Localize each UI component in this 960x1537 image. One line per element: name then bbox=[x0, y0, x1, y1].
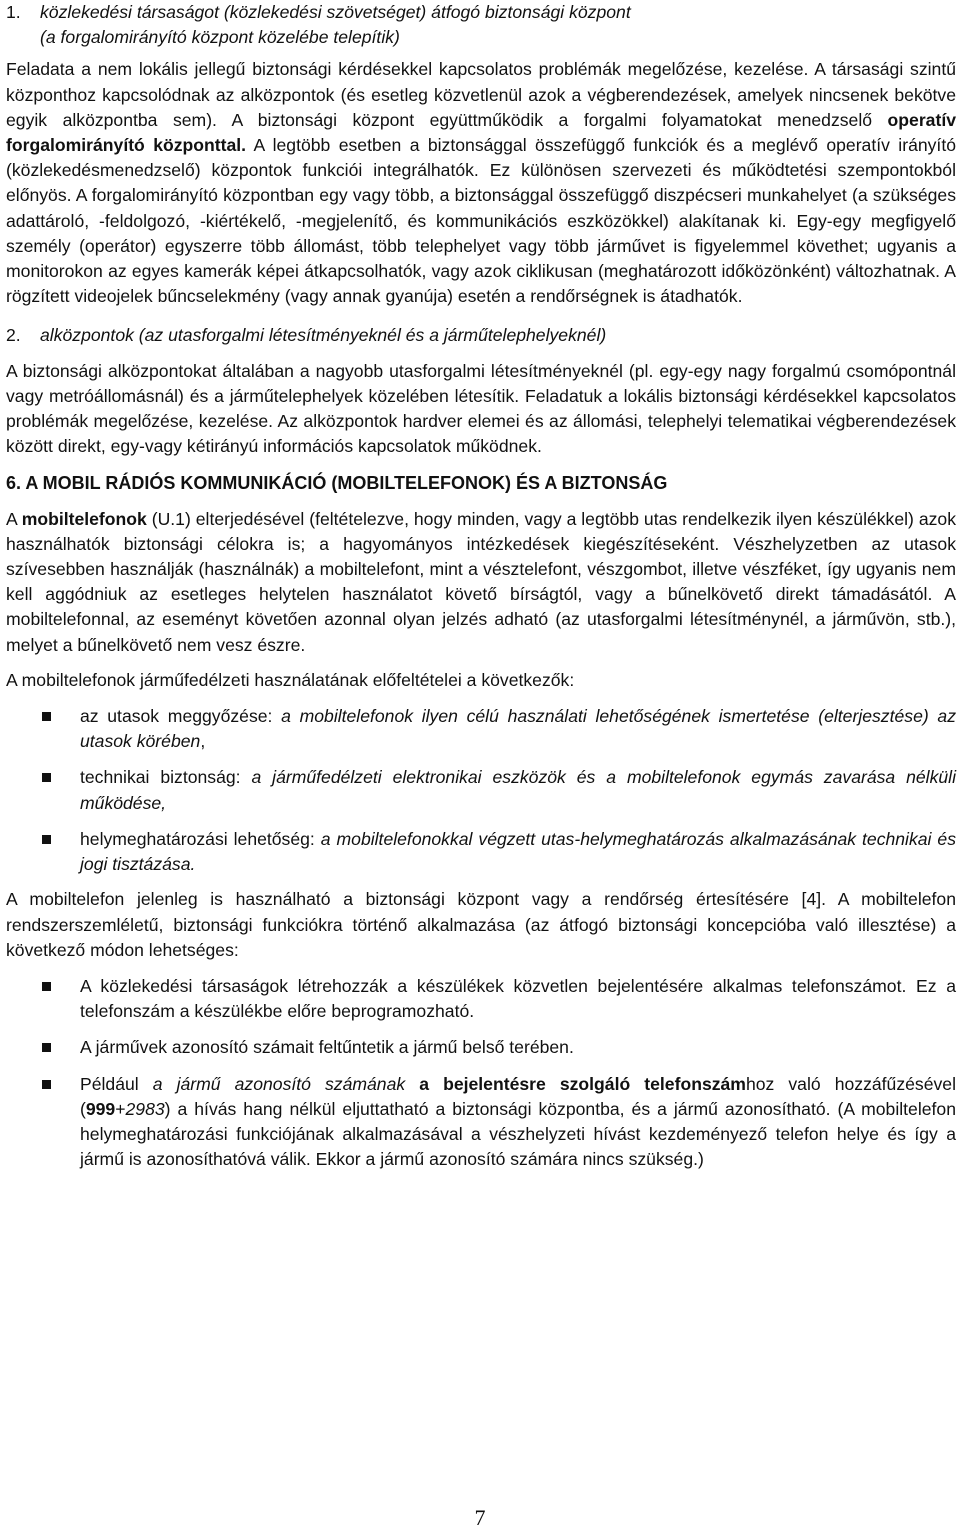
section-1-emphasis: operatív forgalomirányító központtal. bbox=[6, 109, 956, 156]
prereq-label: technikai biztonság: bbox=[80, 767, 252, 788]
section-1-title-line-1: közlekedési társaságot (közlekedési szövetséget) átfogó biztonsági központ bbox=[40, 2, 631, 22]
square-bullet-icon bbox=[42, 835, 51, 844]
list-item bbox=[6, 765, 956, 815]
section-1-paragraph bbox=[6, 57, 956, 309]
prereq-text: a járműfedélzeti elektronikai eszközök és a mobiltelefonok egymás zavarása nélküli működése, bbox=[80, 767, 956, 813]
option-text: A közlekedési társaságok létrehozzák a készülékek közvetlen bejelentésére alkalmas telefonszámot. Ez a telefonszám a készülékbe előre beprogramozható. bbox=[80, 975, 956, 1022]
section-6-paragraph-1 bbox=[6, 507, 956, 658]
list-item bbox=[6, 827, 956, 877]
section-2-title-text: alközpontok (az utasforgalmi létesítményeknél és a járműtelephelyeknél) bbox=[40, 325, 607, 346]
list-item bbox=[6, 1072, 956, 1173]
prerequisites-list bbox=[6, 704, 956, 877]
option-italic-2: 2983 bbox=[125, 1098, 165, 1119]
page-number: 7 bbox=[474, 1505, 486, 1530]
option-text-e: ) a hívás hang nélkül eljuttatható a biztonsági központba, és a jármű azonosítható. (A mobiltelefon helymeghatározási funkciójának alkalmazásával a vészhelyzeti hívást kezdeményező telefon helye és így a jármű is azonosíthatóvá válik. Ekkor a jármű azonosító számára nincs szükség.) bbox=[80, 1098, 956, 1170]
section-2-title bbox=[6, 323, 956, 348]
section-2-number: 2. bbox=[6, 325, 21, 346]
section-6-paragraph-2: A mobiltelefonok járműfedélzeti használatának előfeltételei a következők: bbox=[6, 669, 575, 690]
square-bullet-icon bbox=[42, 1080, 51, 1089]
section-1-title-line-2: (a forgalomirányító központ közelébe telepítik) bbox=[40, 27, 400, 48]
section-6-heading: 6. A MOBIL RÁDIÓS KOMMUNIKÁCIÓ (MOBILTELEFONOK) ÉS A BIZTONSÁG bbox=[6, 473, 668, 494]
section-2-paragraph: A biztonsági alközpontokat általában a nagyobb utasforgalmi létesítményeknél (pl. egy-egy nagy forgalmú csomópontnál vagy metróállomásnál) és a járműtelephelyek közelében létesítik. Feladatuk a lokális biztonsági kérdésekkel kapcsolatos problémák megelőzése, kezelése. Az alközpontok hardver elemei és az állomási, telephelyi telematikai végberendezések között direkt, egy-vagy kétirányú információs kapcsolatok működnek. bbox=[6, 360, 956, 457]
option-text-c: hoz való hozzáfűzésével ( bbox=[80, 1073, 956, 1119]
square-bullet-icon bbox=[42, 773, 51, 782]
option-italic-1: a jármű azonosító számának bbox=[152, 1073, 420, 1094]
section-6-p1-text-a: A bbox=[6, 508, 22, 529]
section-6-p1-text-b: (U.1) elterjedésével (feltételezve, hogy minden, vagy a legtöbb utas rendelkezik ilyen készülékkel) azok használhatók biztonsági célokra is; a hagyományos intézkedések kiegészítéseként. Vészhelyzetben az utasok szívesebben használják (használnák) a mobiltelefont, mint a vésztelefont, vészgombot, illetve vészféket, így ugyanis nem kell aggódniuk az esetleges helytelen használatot követő bírságtól, vagy a bűnelkövető direkt támadásától. A mobiltelefonnal, az eseményt követően azonnal olyan jelzés adható (az utasforgalmi létesítménynél, a járművön, stb.), melyet a bűnelkövető nem vesz észre. bbox=[6, 508, 956, 655]
section-6-paragraph-3: A mobiltelefon jelenleg is használható a biztonsági központ vagy a rendőrség értesítésére [4]. A mobiltelefon rendszerszemléletű, biztonsági funkciókra történő alkalmazása (az átfogó biztonsági koncepcióba való illesztése) a következő módon lehetséges: bbox=[6, 889, 956, 960]
options-list bbox=[6, 974, 956, 1172]
option-text-a: Például bbox=[80, 1073, 153, 1094]
option-text-d: + bbox=[115, 1098, 126, 1119]
option-bold-1: a bejelentésre szolgáló telefonszám bbox=[419, 1073, 746, 1094]
document-page bbox=[6, 0, 956, 1172]
prereq-label: az utasok meggyőzése: bbox=[80, 706, 282, 727]
section-1-title bbox=[6, 0, 956, 50]
prereq-text: a mobiltelefonokkal végzett utas-helymeghatározás alkalmazásának technikai és jogi tisztázása. bbox=[80, 828, 956, 875]
list-item bbox=[6, 1035, 956, 1060]
section-1-text-b: A legtöbb esetben a biztonsággal összefüggő funkciók és a meglévő operatív irányító (közlekedésmenedzselő) központok funkciói integrálhatók. Ez különösen szervezeti és működtetési szempontokból előnyös. A forgalomirányító központban egy vagy több, a biztonsággal összefüggő diszpécseri munkahelyet (a szükséges adattároló, -feldolgozó, -kiértékelő, -megjelenítő, és kommunikációs eszközökkel) alakítanak ki. Egy-egy megfigyelő személy (operátor) egyszerre több állomást, több telephelyet vagy több járművet is figyelemmel követhet; ugyanis a monitorokon az egyes kamerák képei átkapcsolhatók, vagy azok ciklikusan (meghatározott időközönként) változhatnak. A rögzített videojelek bűncselekmény (vagy annak gyanúja) esetén a rendőrségnek is átadhatók. bbox=[6, 135, 956, 307]
prereq-label: helymeghatározási lehetőség: bbox=[80, 828, 321, 849]
option-bold-2: 999 bbox=[85, 1098, 116, 1119]
prereq-tail: , bbox=[200, 731, 206, 752]
square-bullet-icon bbox=[42, 712, 51, 721]
list-item bbox=[6, 974, 956, 1024]
option-text: A járművek azonosító számait feltűntetik a jármű belső terében. bbox=[80, 1037, 574, 1058]
section-1-text-a: Feladata a nem lokális jellegű biztonsági kérdésekkel kapcsolatos problémák megelőzése, kezelése. A társasági szintű központhoz kapcsolódnak az alközpontok (és esetleg közvetlenül azok a végberendezések, amelyek nincsenek bekötve egyik alközpontba sem). A biztonsági központ együttműködik a forgalmi folyamatokat menedzselő bbox=[6, 59, 956, 130]
square-bullet-icon bbox=[42, 982, 51, 991]
prereq-text: a mobiltelefonok ilyen célú használati lehetőségének ismertetése (elterjesztése) az utasok körében bbox=[80, 706, 956, 752]
section-6-p1-emphasis: mobiltelefonok bbox=[21, 508, 147, 529]
list-item bbox=[6, 704, 956, 754]
square-bullet-icon bbox=[42, 1043, 51, 1052]
section-1-number: 1. bbox=[6, 2, 21, 22]
